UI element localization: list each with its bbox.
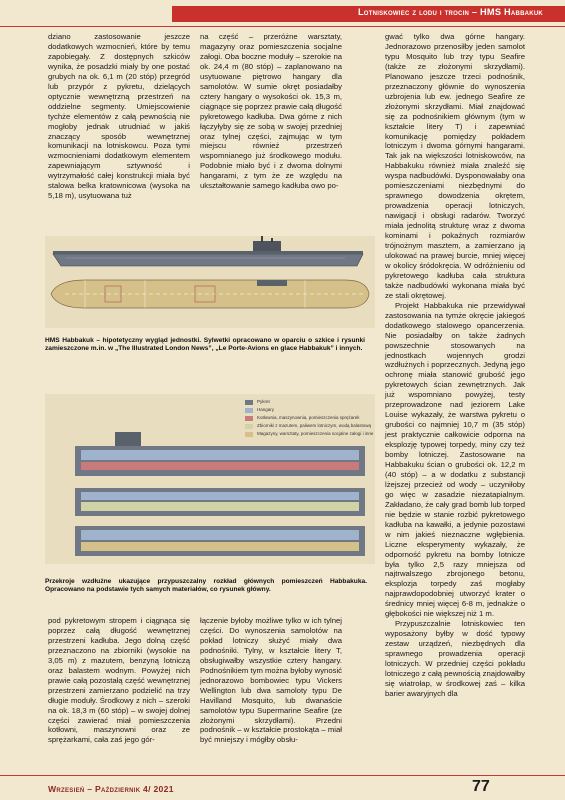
- paragraph: gwać tylko dwa górne hangary. Jednorazowo przenosiłby jeden samolot typu Mosquito lub trzy typu Seafire (także ze złożonymi skrzydłami). Planowano jeszcze trzeci podnośnik, przeznaczony głównie do wynoszenia uzbrojenia lub ew. jednego Seafire ze złożonymi skrzydłami. Miał znajdować się za podnośnikiem głównym (tym w kształcie litery T) i zapewniać komunikację pomiędzy pokładem lotniczym i dwoma górnymi hangarami. Tak jak na większości lotniskowców, na Habbakuku również miała znaleźć się wyspa nadbudówki. Dysponowałaby ona pomieszczeniami niezbędnymi do sprawnego dowodzenia okrętem, prowadzenia operacji lotniczych, nawigacji i obsługi radarów. Tworzyć miała jednolitą strukturę wraz z dwoma kominami i pokaźnych rozmiarów trójnożnym masztem, a zamierzano ją ulokować na prawej burcie, mniej więcej w okolicy śródokręcia. W odróżnieniu od pykretowego kadłuba cała struktura także nadbudówki wykonana miała być ze stali okrętowej.: [385, 32, 525, 300]
- paragraph: Projekt Habbakuka nie przewidywał zastosowania na tymże okręcie jakiegoś dodatkowego stalowego opancerzenia. Nie posiadałby on także żadnych powszechnie stosowanych na jednostkach wojennych grodzi wzdłużnych i poprzecznych. Jedyną jego ochronę miała stanowić grubość jego pykretowych ścian zewnętrznych. Jak już wspomniano powyżej, testy przeprowadzone nad jeziorem Lake Louise wykazały, że warstwa pykretu o grubości co najmniej 10,7 m (35 stóp) jest praktycznie całkowicie odporna na eksplozję typowej torpedy, miny czy też bomby lotniczej. Zastosowane na Habbakuku ścian o grubości ok. 12,2 m (40 stóp) – a w dodatku z substancji lżejszej przecież od wody – uczyniłoby go więc w zasadzie niezatapialnym. Zakładano, że cały grad bomb lub torped nie będzie w stanie rozbić pykretowego kadłuba na kawałki, a jedynie pozostawi w nim jakieś nieznaczne wgłębienia. Liczne eksperymenty wykazały, że odporność pykretu na bomby lotnicze była tylko 2,5 razy mniejsza od najtrwalszego zbrojonego betonu, eksplozja torpedy zaś mogłaby najprawdopodobniej utworzyć krater o średnicy mniej więcej 6-8 m, jednakże o głębokości nie większej niż 1 m.: [385, 300, 525, 619]
- figure-caption-1: HMS Habbakuk – hipotetyczny wygląd jednostki. Sylwetki opracowano w oparciu o szkice i rysunki zamieszczone m.in. w „The Illustrated London News”, „Le Porte-Avions en glace Habbakuk” i innych.: [45, 337, 365, 353]
- header-title: Lotniskowiec z lodu i trocin – HMS Habbakuk: [357, 7, 543, 17]
- paragraph: Przypuszczalnie lotniskowiec ten wyposażony byłby w dość typowy zestaw urządzeń, niezbędnych dla sprawnego prowadzenia operacji lotniczych. W przedniej części pokładu lotniczego z całą pewnością znajdowałby się wiatrołap, w środkowej zaś – kilka barier awaryjnych dla: [385, 619, 525, 698]
- column-1-top: [48, 32, 190, 201]
- issue-date: Wrzesień – Październik 4/ 2021: [48, 784, 174, 794]
- paragraph: pod pykretowym stropem i ciągnąca się poprzez całą długość wewnętrznej przestrzeni kadłuba. Jego dolną część przeznaczono na zbiorniki (wysokie na 3,05 m) z mazutem, benzyną lotniczą oraz balastem wodnym. Powyżej nich prawie całą pozostałą część wewnętrznej przestrzeni zamierzano podzielić na trzy długie moduły. Środkowy z nich – szeroki na ok. 18,3 m (60 stóp) – w swojej dolnej części zawierać miał pomieszczenia kotłowni, maszynowni oraz ze sprężarkami, cała zaś jego gór-: [48, 616, 190, 745]
- column-2-bottom: [200, 616, 342, 745]
- column-1-bottom: [48, 616, 190, 745]
- page-number: 77: [472, 778, 490, 795]
- legend-item: Magazyny, warsztaty, pomieszczenia socjalne załogi i inne: [257, 431, 374, 436]
- legend-item: Zbiorniki z mazutem, paliwem lotniczym, wodą balastową: [257, 423, 372, 428]
- page-header: [0, 0, 565, 27]
- figure-caption-2: Przekroje wzdłużne ukazujące przypuszczalny rozkład głównych pomieszczeń Habbakuka. Opracowano na podstawie tych samych materiałów, co rysunek główny.: [45, 578, 367, 594]
- ship-profile-illustration: [45, 236, 375, 328]
- cross-section-figure: [45, 394, 375, 564]
- column-3: [385, 32, 525, 699]
- legend-item: Kotłownia, maszynownia, pomieszczenia sprężarek: [257, 415, 360, 420]
- paragraph: łączenie byłoby możliwe tylko w ich tylnej części. Do wynoszenia samolotów na pokład lotniczy służyć miały dwa podnośniki. Tylny, w kształcie litery T, obsługiwałby wszystkie cztery hangary. Podnośnikiem tym można byłoby wynosić jednorazowo bombowiec typu Vickers Wellington lub dwa samoloty typu De Havilland Mosquito, lub dwanaście samolotów typu Supermarine Seafire (ze złożonymi skrzydłami). Przedni podnośnik – w kształcie prostokąta – miał być mniejszy i mógłby obsłu-: [200, 616, 342, 745]
- column-2-top: [200, 32, 342, 191]
- legend-item: Pykret: [257, 399, 270, 404]
- ship-profile-figure: [45, 236, 375, 328]
- paragraph: dziano zastosowanie jeszcze dodatkowych wzmocnień, które by temu zapobiegały. Z dostępnych szkiców wynika, że posadzki miały by one postać grubych na ok. 6,1 m (20 stóp) przegród lub przypór z pykretu, dzielących optycznie wewnętrzną przestrzeń na oddzielne segmenty. Umiejscowienie tychże elementów z całą pewnością nie mogłoby jednak utrudniać w jakiś znaczący sposób wewnętrznej komunikacji na lotniskowcu. Poza tymi wzmocnieniami dodatkowym elementem zapewniającym sztywność i wytrzymałość całej konstrukcji miała być stalowa belka kratownicowa (wysoka na 5,18 m), usytuowana tuż: [48, 32, 190, 201]
- page-footer: [0, 775, 565, 800]
- legend-item: Hangary: [257, 407, 275, 412]
- paragraph: na część – przeróżne warsztaty, magazyny oraz pomieszczenia socjalne załogi. Oba boczne moduły – szerokie na ok. 24,4 m (80 stóp) – zaplanowano na usytuowane piętrowo hangary dla samolotów. W sumie okręt posiadałby cztery hangary o wysokości ok. 15,3 m, ciągnące się poprzez prawie całą długość pykretowego kadłuba. Dwa górne z nich łączyłyby się ze sobą w swojej przedniej oraz tylnej części, zajmując w tym miejscu również przestrzeń wspomnianego już środkowego modułu. Podobnie miało być i z dwoma dolnymi hangarami, z tym że ze względu na ukształtowanie samego kadłuba owo po-: [200, 32, 342, 191]
- legend: [257, 398, 373, 438]
